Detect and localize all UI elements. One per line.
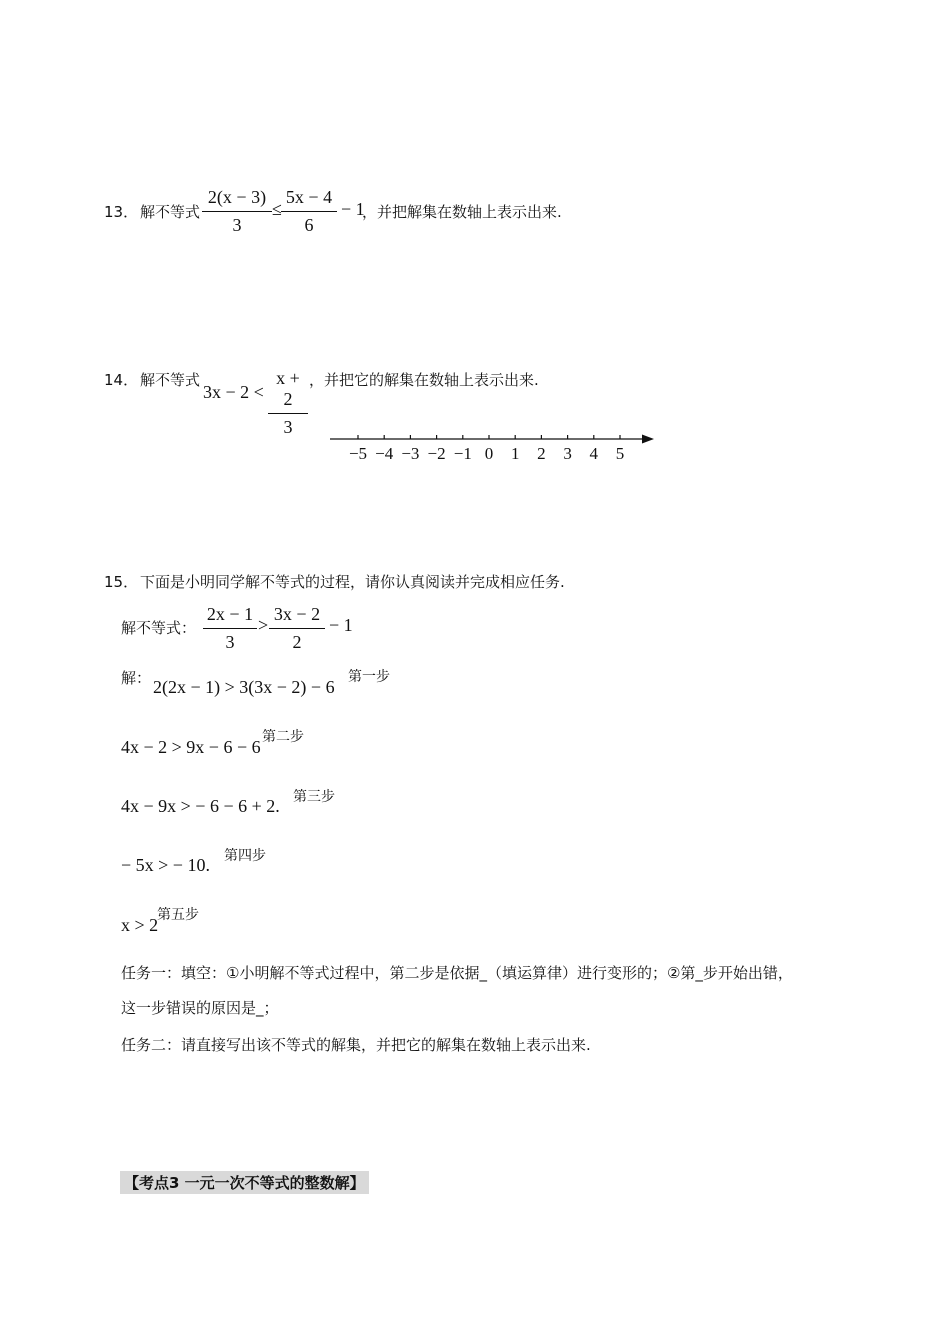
q15-step-4-expr: − 5x > − 10. [121,855,210,875]
section-heading: 【考点3 一元一次不等式的整数解】 [120,1171,369,1194]
q14-rhs-numerator: x + 2 [268,368,308,414]
q13-number: 13． [104,203,139,221]
q15-step-2-label: 第二步 [262,729,304,745]
number-line-tick-label: −3 [401,444,420,463]
q15-number: 15． [104,573,139,591]
q13-rhs-fraction [281,187,337,236]
q15-rhs-denominator: 2 [292,632,302,652]
q15-step-5-label: 第五步 [157,907,199,923]
q15-task1-line2: 这一步错误的原因是_； [121,999,279,1017]
number-line-tick-label: 2 [537,444,546,463]
q14-rhs-fraction [268,368,308,438]
number-line-tick-label: 5 [615,444,625,463]
q14-number: 14． [104,371,139,389]
q15-task2: 任务二：请直接写出该不等式的解集，并把它的解集在数轴上表示出来. [121,1036,591,1054]
number-line-tick-label: 4 [589,444,599,463]
q13-lhs-fraction [202,187,272,236]
q13-suffix: ，并把解集在数轴上表示出来. [362,203,562,221]
q15-step-3-label: 第三步 [293,789,335,805]
q15-problem-relation: > [258,615,269,635]
q13-rhs-tail: − 1 [341,199,365,219]
q15-lhs-numerator: 2x − 1 [203,604,257,629]
number-line-tick-label: −5 [348,444,368,463]
q13-lhs-numerator: 2(x − 3) [202,187,272,212]
q15-step-5-expr: x > 2 [121,915,159,935]
q13-rhs-numerator: 5x − 4 [281,187,337,212]
q15-step-4-label: 第四步 [224,848,266,864]
q14-lhs: 3x − 2 < [203,382,264,402]
number-line-tick-label: 0 [484,444,494,463]
q14-suffix: ，并把它的解集在数轴上表示出来. [309,371,539,389]
number-line-tick-label: 1 [510,444,520,463]
q15-step-2-expr: 4x − 2 > 9x − 6 − 6 [121,737,261,757]
number-line-arrow-icon [642,435,654,444]
q15-solution-label: 解： [121,669,152,687]
number-line [326,428,656,468]
q13-prefix: 解不等式 [140,203,201,221]
q15-problem-label: 解不等式： [121,619,197,637]
q15-step-3-expr: 4x − 9x > − 6 − 6 + 2. [121,796,280,816]
number-line-tick-label: 3 [563,444,572,463]
number-line-tick-label: −2 [427,444,446,463]
q15-rhs-numerator: 3x − 2 [269,604,325,629]
q14-prefix: 解不等式 [140,371,201,389]
q15-step-1-expr: 2(2x − 1) > 3(3x − 2) − 6 [153,677,335,697]
q13-rhs-denominator: 6 [304,215,314,235]
q15-lhs-fraction [203,604,257,653]
q14-rhs-denominator: 3 [283,417,293,437]
q15-lhs-denominator: 3 [225,632,235,652]
q15-problem-tail: − 1 [329,615,353,635]
q13-lhs-denominator: 3 [232,215,242,235]
q13-relation: ≤ [272,199,282,219]
q15-intro: 下面是小明同学解不等式的过程，请你认真阅读并完成相应任务. [140,573,565,591]
number-line-tick-label: −1 [453,444,472,463]
q15-step-1-label: 第一步 [348,669,390,685]
q15-task1-line1: 任务一：填空：①小明解不等式过程中，第二步是依据_（填运算律）进行变形的；②第_步开始出错， [121,964,793,982]
number-line-tick-label: −4 [375,444,394,463]
q15-rhs-fraction [269,604,325,653]
